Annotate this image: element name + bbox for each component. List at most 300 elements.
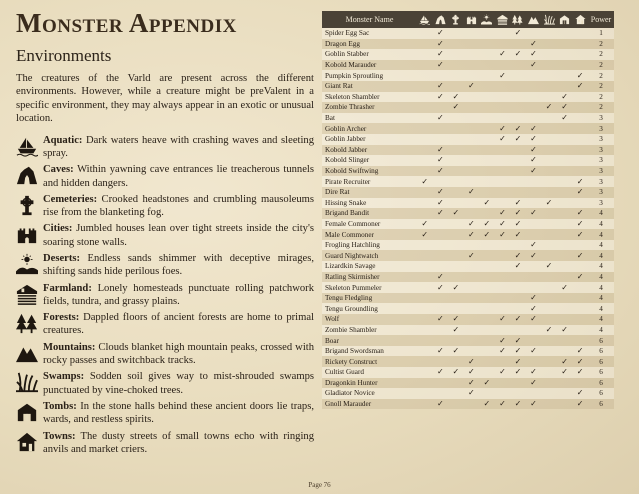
environment-check-cell [541, 293, 557, 304]
environment-name: Swamps: [43, 371, 85, 383]
environment-text: Clouds blanket high mountain peaks, crossed with rocky passes and switchback tracks. [43, 341, 314, 367]
monster-name: Cultist Guard [322, 367, 417, 378]
environment-check-cell [541, 81, 557, 92]
monster-name: Zombie Thrasher [322, 102, 417, 113]
environment-check-cell: ✓ [526, 303, 542, 314]
environment-check-cell [417, 49, 433, 60]
environment-check-cell: ✓ [479, 229, 495, 240]
environment-check-cell [526, 113, 542, 124]
tomb-icon [16, 401, 38, 426]
environment-check-cell [479, 39, 495, 50]
environment-check-cell [557, 39, 573, 50]
environment-check-cell: ✓ [448, 102, 464, 113]
table-row [322, 123, 614, 134]
environment-check-cell: ✓ [572, 208, 588, 219]
environment-check-cell [448, 145, 464, 156]
environment-description [43, 430, 314, 457]
environment-check-cell: ✓ [572, 399, 588, 410]
environment-check-cell [510, 39, 526, 50]
environment-check-cell [526, 176, 542, 187]
environment-check-cell: ✓ [557, 282, 573, 293]
table-row [322, 293, 614, 304]
environment-check-cell [433, 293, 449, 304]
environment-check-cell [557, 176, 573, 187]
environment-check-cell: ✓ [495, 49, 511, 60]
environment-check-cell [464, 49, 480, 60]
environment-check-cell [417, 399, 433, 410]
environment-check-cell: ✓ [557, 367, 573, 378]
monster-name: Frogling Hatchling [322, 240, 417, 251]
cave-icon [433, 11, 449, 28]
power-value: 6 [588, 388, 614, 399]
environment-check-cell [495, 81, 511, 92]
environment-check-cell [417, 113, 433, 124]
environment-check-cell [464, 134, 480, 145]
environment-check-cell: ✓ [557, 356, 573, 367]
celtic-cross-icon [16, 194, 38, 219]
environment-check-cell [417, 314, 433, 325]
environment-check-cell [479, 155, 495, 166]
environment-check-cell [510, 113, 526, 124]
environment-check-cell [448, 39, 464, 50]
environment-check-cell [541, 28, 557, 39]
environment-check-cell [448, 198, 464, 209]
environment-check-cell [433, 356, 449, 367]
trees-icon [510, 11, 526, 28]
environment-text: Lonely homesteads punctuate rolling patchwork fields, tundra, and grassy plains. [43, 282, 314, 307]
power-value: 2 [588, 70, 614, 81]
environment-name: Forests: [43, 312, 80, 324]
environment-check-cell [464, 335, 480, 346]
castle-icon [16, 223, 38, 248]
power-value: 2 [588, 92, 614, 103]
environment-check-cell [479, 314, 495, 325]
environment-text: Within yawning cave entrances lie treacherous tunnels and hidden dangers. [43, 164, 314, 189]
environment-check-cell: ✓ [448, 346, 464, 357]
power-value: 4 [588, 293, 614, 304]
environment-name: Tombs: [43, 400, 77, 412]
environment-check-cell [572, 113, 588, 124]
environment-check-cell: ✓ [433, 145, 449, 156]
table-row [322, 166, 614, 177]
environment-check-cell: ✓ [464, 81, 480, 92]
power-value: 6 [588, 335, 614, 346]
environment-check-cell [495, 293, 511, 304]
ship-icon [16, 135, 38, 160]
table-row [322, 176, 614, 187]
environment-check-cell [448, 250, 464, 261]
table-row [322, 28, 614, 39]
environment-check-cell [479, 250, 495, 261]
section-heading: Environments [16, 46, 112, 65]
mountains-icon [16, 342, 38, 367]
environment-check-cell [557, 335, 573, 346]
environment-check-cell [557, 155, 573, 166]
environment-check-cell [479, 113, 495, 124]
environment-check-cell [448, 293, 464, 304]
environment-text: Jumbled houses lean over tight streets inside the city's soaring stone walls. [43, 223, 314, 248]
environment-check-cell [572, 261, 588, 272]
monster-name: Hissing Snake [322, 198, 417, 209]
environment-check-cell: ✓ [464, 250, 480, 261]
monster-name: Boar [322, 335, 417, 346]
environment-check-cell: ✓ [479, 219, 495, 230]
environment-check-cell [464, 166, 480, 177]
table-row [322, 367, 614, 378]
monster-name: Kobold Marauder [322, 60, 417, 71]
monster-name: Gnoll Marauder [322, 399, 417, 410]
environment-check-cell: ✓ [433, 92, 449, 103]
environment-check-cell [541, 240, 557, 251]
environment-check-cell [464, 39, 480, 50]
environment-check-cell [572, 60, 588, 71]
environment-description [43, 400, 314, 427]
table-row [322, 155, 614, 166]
environment-check-cell: ✓ [433, 113, 449, 124]
environment-check-cell [526, 261, 542, 272]
environment-check-cell [448, 272, 464, 283]
table-row [322, 198, 614, 209]
environment-check-cell [541, 208, 557, 219]
environment-check-cell: ✓ [495, 134, 511, 145]
environment-check-cell [495, 325, 511, 336]
power-value: 6 [588, 367, 614, 378]
environment-check-cell [448, 388, 464, 399]
environment-check-cell [541, 187, 557, 198]
power-value: 4 [588, 229, 614, 240]
environment-check-cell: ✓ [510, 208, 526, 219]
environment-check-cell [417, 388, 433, 399]
environment-check-cell: ✓ [510, 49, 526, 60]
environment-check-cell [557, 303, 573, 314]
environment-check-cell: ✓ [433, 81, 449, 92]
environment-check-cell [479, 81, 495, 92]
environment-check-cell [541, 346, 557, 357]
environment-check-cell [510, 303, 526, 314]
table-row [322, 240, 614, 251]
environment-check-cell [479, 325, 495, 336]
environment-check-cell [541, 166, 557, 177]
environment-check-cell: ✓ [464, 378, 480, 389]
environment-check-cell [448, 134, 464, 145]
environment-check-cell: ✓ [526, 346, 542, 357]
environment-check-cell: ✓ [464, 388, 480, 399]
monster-name: Dire Rat [322, 187, 417, 198]
environment-check-cell [464, 293, 480, 304]
environment-check-cell [526, 102, 542, 113]
environment-check-cell [417, 134, 433, 145]
environment-check-cell: ✓ [495, 335, 511, 346]
environment-check-cell [433, 261, 449, 272]
table-row [322, 145, 614, 156]
monster-name: Bat [322, 113, 417, 124]
environment-text: In the stone halls behind these ancient doors lie traps, wards, and restless spirits. [43, 400, 314, 426]
environment-check-cell: ✓ [448, 92, 464, 103]
environment-check-cell [464, 399, 480, 410]
environment-check-cell: ✓ [526, 314, 542, 325]
power-value: 3 [588, 198, 614, 209]
environment-check-cell: ✓ [510, 314, 526, 325]
power-value: 3 [588, 113, 614, 124]
monster-name: Male Commoner [322, 229, 417, 240]
environment-check-cell [541, 367, 557, 378]
environment-check-cell [557, 272, 573, 283]
environment-check-cell [433, 250, 449, 261]
environment-check-cell: ✓ [526, 134, 542, 145]
environment-check-cell: ✓ [526, 145, 542, 156]
environment-check-cell [448, 81, 464, 92]
environment-check-cell [417, 166, 433, 177]
environment-check-cell [433, 176, 449, 187]
environment-text: The dusty streets of small towns echo with ringing anvils and market criers. [43, 430, 314, 455]
environment-check-cell [495, 92, 511, 103]
environment-check-cell [448, 240, 464, 251]
environment-name: Mountains: [43, 341, 96, 353]
environment-check-cell [448, 219, 464, 230]
environment-check-cell: ✓ [510, 261, 526, 272]
environment-entry [16, 282, 314, 309]
power-value: 4 [588, 219, 614, 230]
environment-check-cell [464, 240, 480, 251]
environment-check-cell [572, 134, 588, 145]
monster-name: Brigand Bandit [322, 208, 417, 219]
power-value: 2 [588, 81, 614, 92]
environment-check-cell [541, 70, 557, 81]
environment-check-cell [541, 303, 557, 314]
environment-check-cell: ✓ [510, 399, 526, 410]
environment-check-cell: ✓ [479, 399, 495, 410]
environment-check-cell [541, 356, 557, 367]
environment-check-cell [479, 388, 495, 399]
environment-name: Cities: [43, 223, 73, 235]
environment-check-cell [433, 229, 449, 240]
environment-check-cell [526, 229, 542, 240]
environment-check-cell [572, 303, 588, 314]
environment-check-cell: ✓ [572, 272, 588, 283]
power-value: 4 [588, 325, 614, 336]
table-row [322, 272, 614, 283]
table-row [322, 60, 614, 71]
table-row [322, 113, 614, 124]
environment-check-cell [526, 325, 542, 336]
environment-check-cell [448, 28, 464, 39]
environment-check-cell: ✓ [510, 198, 526, 209]
environment-check-cell [464, 123, 480, 134]
environment-check-cell [572, 378, 588, 389]
environment-check-cell: ✓ [526, 166, 542, 177]
power-value: 2 [588, 49, 614, 60]
environment-check-cell [479, 102, 495, 113]
power-value: 4 [588, 272, 614, 283]
environment-check-cell [448, 261, 464, 272]
environment-check-cell [417, 92, 433, 103]
environment-check-cell: ✓ [433, 282, 449, 293]
environment-check-cell [541, 399, 557, 410]
environment-check-cell [557, 70, 573, 81]
environment-check-cell [557, 60, 573, 71]
environment-check-cell [417, 346, 433, 357]
environment-check-cell: ✓ [572, 81, 588, 92]
environment-check-cell: ✓ [433, 28, 449, 39]
monster-name: Skeleton Pummeler [322, 282, 417, 293]
environment-check-cell: ✓ [495, 399, 511, 410]
power-value: 3 [588, 187, 614, 198]
environment-check-cell [479, 282, 495, 293]
monster-name: Rickety Construct [322, 356, 417, 367]
power-value: 6 [588, 346, 614, 357]
environment-check-cell [448, 70, 464, 81]
monster-name: Spider Egg Sac [322, 28, 417, 39]
environment-check-cell [417, 240, 433, 251]
environment-check-cell [417, 378, 433, 389]
environment-check-cell: ✓ [572, 346, 588, 357]
power-value: 2 [588, 102, 614, 113]
power-value: 2 [588, 60, 614, 71]
table-row [322, 261, 614, 272]
environment-check-cell [433, 219, 449, 230]
environment-check-cell [510, 176, 526, 187]
environment-check-cell [464, 102, 480, 113]
environment-check-cell: ✓ [495, 346, 511, 357]
environment-check-cell [526, 282, 542, 293]
environment-check-cell [448, 229, 464, 240]
house-icon [16, 431, 38, 456]
table-row [322, 49, 614, 60]
monster-name: Brigand Swordsman [322, 346, 417, 357]
monster-name: Kobold Slinger [322, 155, 417, 166]
monster-name: Goblin Stabber [322, 49, 417, 60]
environment-text: Dappled floors of ancient forests are home to primal creatures. [43, 312, 314, 337]
environment-check-cell [433, 378, 449, 389]
environment-check-cell [495, 303, 511, 314]
environment-check-cell [433, 102, 449, 113]
environment-check-cell [557, 28, 573, 39]
environment-check-cell [417, 198, 433, 209]
environment-entry [16, 341, 314, 368]
environment-check-cell: ✓ [495, 229, 511, 240]
environment-check-cell: ✓ [495, 208, 511, 219]
environment-check-cell [448, 176, 464, 187]
environment-entry [16, 370, 314, 397]
environment-check-cell [526, 28, 542, 39]
environment-check-cell [464, 208, 480, 219]
environment-check-cell [541, 250, 557, 261]
environment-check-cell [464, 198, 480, 209]
environment-check-cell [572, 282, 588, 293]
environment-check-cell [479, 28, 495, 39]
environment-check-cell [448, 335, 464, 346]
table-row [322, 303, 614, 314]
environment-check-cell [526, 81, 542, 92]
environment-check-cell [433, 335, 449, 346]
table-row [322, 92, 614, 103]
environment-check-cell [526, 70, 542, 81]
power-value: 6 [588, 378, 614, 389]
environment-description [43, 163, 314, 190]
environment-check-cell: ✓ [433, 399, 449, 410]
environment-text: Dark waters heave with crashing waves and sleeting spray. [43, 134, 314, 159]
table-row [322, 346, 614, 357]
environment-check-cell [557, 166, 573, 177]
environment-check-cell: ✓ [417, 219, 433, 230]
table-row [322, 187, 614, 198]
monster-name: Ratling Skirmisher [322, 272, 417, 283]
monster-name: Tengu Fledgling [322, 293, 417, 304]
environment-check-cell [479, 145, 495, 156]
environment-check-cell [479, 49, 495, 60]
environment-check-cell [479, 208, 495, 219]
environment-check-cell [464, 28, 480, 39]
environment-check-cell [572, 49, 588, 60]
environment-description [43, 193, 314, 220]
environment-check-cell [417, 102, 433, 113]
power-value: 4 [588, 261, 614, 272]
environment-check-cell [557, 198, 573, 209]
environment-check-cell [541, 229, 557, 240]
environment-check-cell [464, 60, 480, 71]
monster-name: Wolf [322, 314, 417, 325]
environment-check-cell: ✓ [526, 293, 542, 304]
environment-check-cell: ✓ [448, 325, 464, 336]
environment-check-cell [572, 198, 588, 209]
environment-check-cell: ✓ [448, 282, 464, 293]
power-value: 3 [588, 123, 614, 134]
environment-check-cell [510, 102, 526, 113]
environment-check-cell [572, 28, 588, 39]
environment-check-cell [448, 123, 464, 134]
tomb-icon [557, 11, 573, 28]
environment-check-cell [417, 70, 433, 81]
table-row [322, 250, 614, 261]
environment-check-cell [510, 293, 526, 304]
environment-name: Cemeteries: [43, 193, 98, 205]
mountains-icon [526, 11, 542, 28]
environment-check-cell [541, 378, 557, 389]
environment-check-cell [541, 113, 557, 124]
environment-check-cell: ✓ [433, 272, 449, 283]
environment-name: Farmland: [43, 282, 92, 294]
environment-check-cell [433, 388, 449, 399]
environment-check-cell [557, 314, 573, 325]
cave-icon [16, 164, 38, 189]
environment-check-cell: ✓ [526, 123, 542, 134]
environment-entry [16, 163, 314, 190]
power-value: 4 [588, 250, 614, 261]
environment-check-cell: ✓ [510, 229, 526, 240]
environment-check-cell: ✓ [510, 356, 526, 367]
environment-check-cell [541, 123, 557, 134]
environment-check-cell [495, 356, 511, 367]
reeds-icon [541, 11, 557, 28]
table-row [322, 335, 614, 346]
environment-check-cell [417, 272, 433, 283]
environment-check-cell: ✓ [417, 229, 433, 240]
environment-check-cell [510, 81, 526, 92]
environment-check-cell [464, 176, 480, 187]
environment-check-cell [417, 335, 433, 346]
environment-check-cell [448, 378, 464, 389]
environment-check-cell [557, 388, 573, 399]
environment-check-cell [557, 250, 573, 261]
environment-check-cell [433, 240, 449, 251]
environment-check-cell: ✓ [433, 60, 449, 71]
environment-check-cell [479, 166, 495, 177]
table-row [322, 219, 614, 230]
environment-check-cell [479, 92, 495, 103]
environment-check-cell [572, 335, 588, 346]
environment-check-cell [495, 113, 511, 124]
environment-check-cell: ✓ [572, 356, 588, 367]
